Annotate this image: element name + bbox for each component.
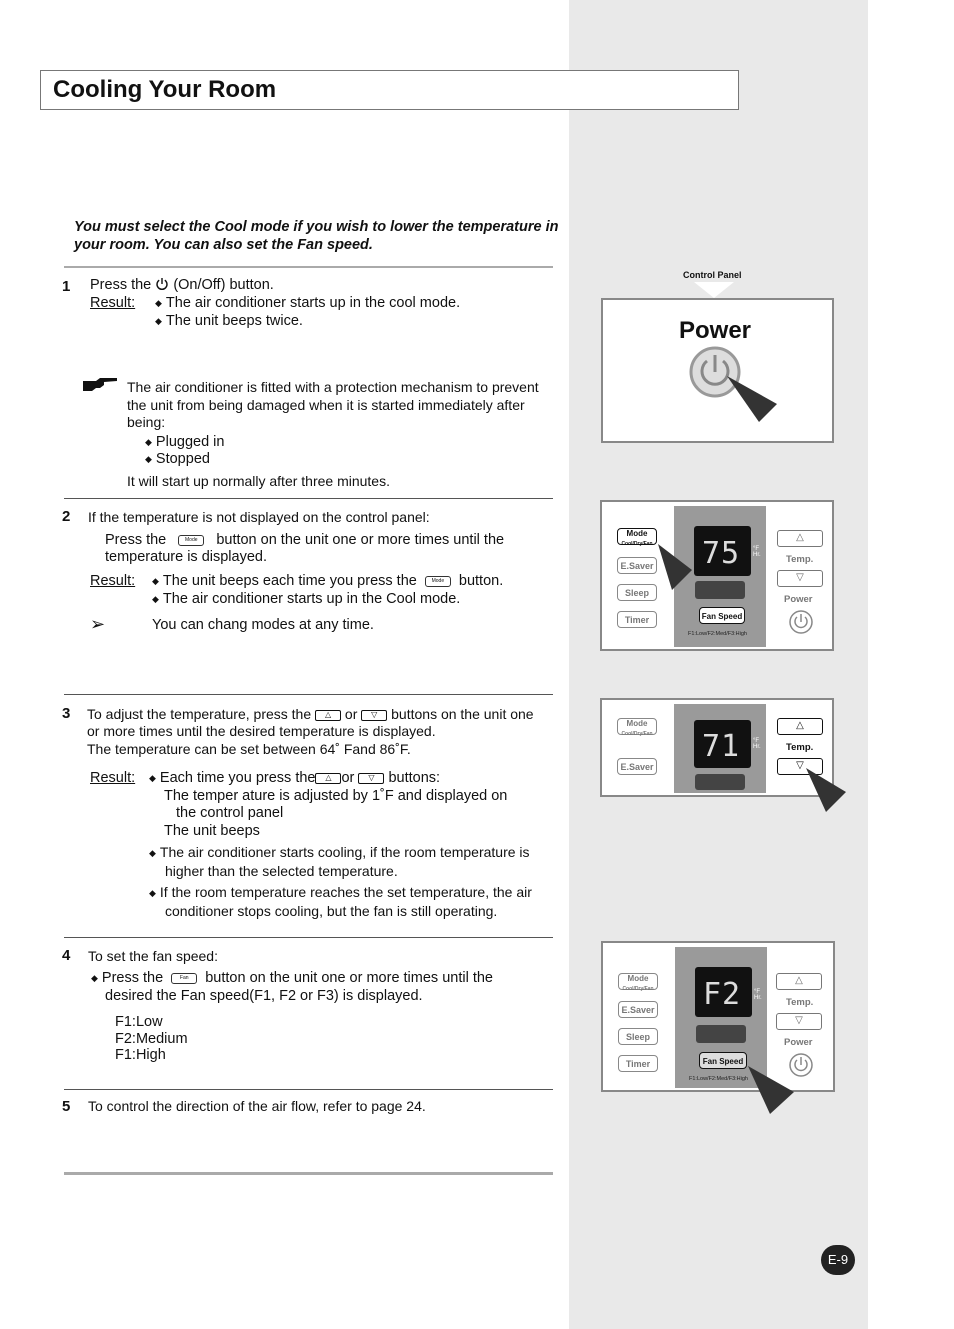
lcd-screen	[695, 967, 752, 1017]
divider	[64, 694, 553, 695]
step-number: 5	[62, 1098, 71, 1115]
arrow-tip-icon: ➢	[90, 614, 106, 634]
fan-speed-item: F1:High	[115, 1047, 166, 1063]
divider	[64, 498, 553, 499]
step5-text: To control the direction of the air flow, refer to page 24.	[88, 1098, 426, 1114]
step1-result-2: ◆ The unit beeps twice.	[155, 313, 303, 329]
step1-result-1: ◆ The air conditioner starts up in the cool mode.	[155, 295, 461, 311]
power-title: Power	[679, 317, 752, 344]
temp-up-button-icon: △	[315, 710, 341, 721]
temp-label: Temp.	[786, 997, 814, 1008]
temp-up-button[interactable]: △	[777, 530, 823, 547]
timer-button[interactable]: Timer	[618, 1055, 658, 1072]
note-line-2: the unit from being damaged when it is started immediately after	[127, 397, 525, 413]
esaver-button[interactable]: E.Saver	[617, 557, 657, 574]
note-line-1: The air conditioner is fitted with a protection mechanism to prevent	[127, 379, 539, 395]
step2-instruction-2: temperature is displayed.	[105, 549, 267, 565]
unit-label: °F Hr.	[753, 546, 761, 558]
mode-panel	[600, 500, 834, 651]
unit-label: °F Hr.	[754, 989, 762, 1001]
timer-button[interactable]: Timer	[617, 611, 657, 628]
step1-instruction	[90, 276, 274, 294]
result-label: Result:	[90, 573, 136, 589]
step4-instruction: ◆ Press the Fan button on the unit one or more times until the	[91, 970, 493, 986]
temp-up-button-icon: △	[315, 773, 341, 784]
fan-speed-item: F2:Medium	[115, 1031, 188, 1047]
fan-speed-button[interactable]: Fan Speed	[699, 607, 745, 624]
lcd-bar	[695, 774, 745, 790]
fan-speed-button-icon: Fan	[171, 973, 197, 984]
temp-down-button[interactable]: ▽	[777, 570, 823, 587]
pointer-arrow-icon	[806, 768, 850, 814]
step2-instruction: Press the Mode button on the unit one or more times until the	[105, 532, 505, 548]
mode-button[interactable]: Mode Cool/Dry/Fan	[617, 528, 657, 545]
fan-speed-item: F1:Low	[115, 1014, 163, 1030]
control-panel-caption: Control Panel	[683, 270, 742, 280]
power-button-icon[interactable]	[689, 346, 779, 426]
step3-result-2a: ◆ The air conditioner starts cooling, if the room temperature is	[149, 844, 530, 860]
fan-speed-button[interactable]: Fan Speed	[699, 1052, 747, 1069]
divider	[64, 1172, 553, 1175]
lcd-readout: 75	[702, 536, 741, 571]
pointer-arrow-icon	[658, 544, 702, 594]
mode-button-icon: Mode	[178, 535, 204, 546]
step3-line-1: To adjust the temperature, press the △ or ▽ buttons on the unit one	[87, 706, 534, 722]
step3-result-1: ◆ Each time you press the △ or ▽ buttons:	[149, 770, 441, 786]
power-panel	[601, 298, 834, 443]
lcd-bar	[696, 1025, 746, 1043]
lcd-screen	[694, 526, 751, 576]
step3-result-1a: The temper ature is adjusted by 1˚F and displayed on	[164, 788, 508, 804]
note-footer: It will start up normally after three minutes.	[127, 473, 390, 489]
step3-result-3b: conditioner stops cooling, but the fan is still operating.	[165, 903, 498, 919]
fan-speed-legend: F1:Low/F2:Med/F3:High	[688, 631, 747, 637]
divider	[64, 1089, 553, 1090]
note-item: ◆ Stopped	[145, 451, 210, 467]
step4-intro: To set the fan speed:	[88, 948, 218, 964]
mode-button[interactable]: Mode Cool/Dry/Fan	[617, 718, 657, 735]
intro-text: You must select the Cool mode if you wish to lower the temperature in your room. You can also set the Fan speed.	[74, 219, 559, 253]
sidebar-panel-area	[569, 0, 868, 1329]
step2-intro: If the temperature is not displayed on the control panel:	[88, 509, 430, 525]
step4-instruction-2: desired the Fan speed(F1, F2 or F3) is displayed.	[105, 988, 423, 1004]
step3-result-1b: the control panel	[176, 805, 284, 821]
temp-label: Temp.	[786, 554, 814, 565]
mode-button[interactable]: Mode Cool/Dry/Fan	[618, 973, 658, 990]
pointer-arrow-icon	[748, 1066, 798, 1116]
step-number: 2	[62, 508, 71, 525]
lcd-readout: 71	[702, 729, 741, 764]
display-area	[674, 704, 766, 793]
temp-up-button[interactable]: △	[777, 718, 823, 735]
mode-button-icon: Mode	[425, 576, 451, 587]
divider	[64, 266, 553, 268]
fan-speed-legend: F1:Low/F2:Med/F3:High	[689, 1076, 748, 1082]
power-button-icon[interactable]	[788, 609, 814, 635]
result-label: Result:	[90, 770, 136, 786]
lcd-readout: F2	[703, 977, 742, 1012]
step1-press-post: (On/Off) button.	[173, 277, 274, 293]
step-number: 3	[62, 705, 71, 722]
note-item: ◆ Plugged in	[145, 434, 225, 450]
power-label: Power	[784, 594, 813, 605]
lcd-screen	[694, 720, 751, 768]
temp-down-button[interactable]: ▽	[777, 758, 823, 775]
step2-result-1: ◆ The unit beeps each time you press the Mode button.	[152, 573, 504, 589]
pointing-hand-icon	[82, 376, 118, 392]
temp-down-button[interactable]: ▽	[776, 1013, 822, 1030]
sleep-button[interactable]: Sleep	[617, 584, 657, 601]
esaver-button[interactable]: E.Saver	[617, 758, 657, 775]
unit-label: °F Hr.	[753, 738, 761, 750]
esaver-button[interactable]: E.Saver	[618, 1001, 658, 1018]
step1-press-pre: Press the	[90, 277, 152, 293]
step-number: 1	[62, 278, 71, 295]
power-label: Power	[784, 1037, 813, 1048]
power-icon	[155, 277, 169, 291]
fan-panel	[601, 941, 835, 1092]
step3-result-3a: ◆ If the room temperature reaches the set temperature, the air	[149, 884, 532, 900]
step2-tip: You can chang modes at any time.	[152, 617, 374, 633]
temp-panel	[600, 698, 834, 797]
step3-result-2b: higher than the selected temperature.	[165, 863, 398, 879]
lcd-bar	[695, 581, 745, 599]
temp-down-button-icon: ▽	[361, 710, 387, 721]
step-number: 4	[62, 947, 71, 964]
step3-line-2: or more times until the desired temperature is displayed.	[87, 723, 436, 739]
step2-result-2: ◆ The air conditioner starts up in the Cool mode.	[152, 591, 461, 607]
divider	[64, 937, 553, 938]
temp-up-button[interactable]: △	[776, 973, 822, 990]
temp-label: Temp.	[786, 742, 814, 753]
page-number: E-9	[821, 1245, 855, 1275]
note-line-3: being:	[127, 414, 166, 430]
page-title: Cooling Your Room	[53, 76, 277, 103]
step3-line-3: The temperature can be set between 64˚ Fand 86˚F.	[87, 741, 411, 757]
temp-down-button-icon: ▽	[358, 773, 384, 784]
result-label: Result:	[90, 295, 136, 311]
sleep-button[interactable]: Sleep	[618, 1028, 658, 1045]
step3-result-1c: The unit beeps	[164, 823, 260, 839]
title-box	[40, 70, 739, 110]
